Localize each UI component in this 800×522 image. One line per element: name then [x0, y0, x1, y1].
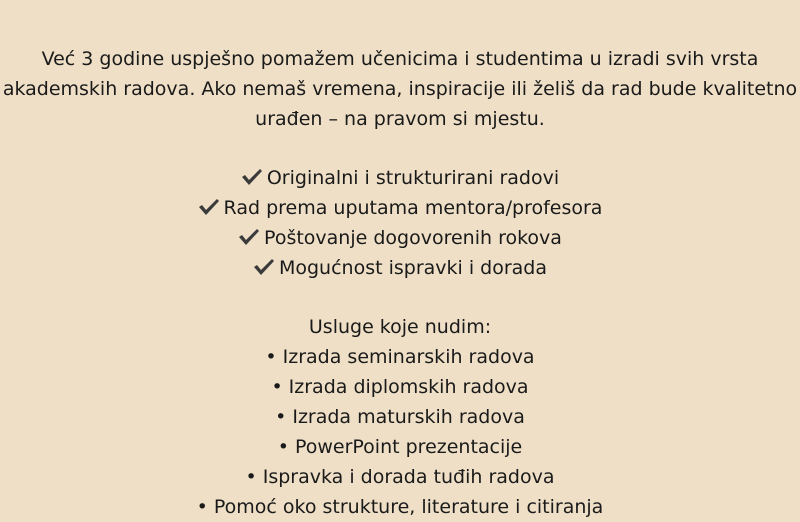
service-text: Ispravka i dorada tuđih radova: [262, 466, 555, 488]
feature-text: Poštovanje dogovorenih rokova: [264, 227, 562, 249]
service-text: Izrada diplomskih radova: [288, 376, 529, 398]
feature-list: [0, 163, 800, 283]
feature-item: [0, 163, 800, 193]
intro-paragraph: [0, 44, 800, 134]
feature-item: [0, 253, 800, 283]
feature-text: Rad prema uputama mentora/profesora: [223, 197, 603, 219]
service-item: [0, 432, 800, 462]
service-text: PowerPoint prezentacije: [294, 436, 523, 458]
services-heading: Usluge koje nudim:: [308, 316, 492, 338]
checkmark-icon: [198, 198, 220, 216]
checkmark-icon: [253, 258, 275, 276]
bullet-icon: •: [275, 406, 287, 428]
bullet-icon: •: [196, 496, 208, 518]
bullet-icon: •: [271, 376, 283, 398]
service-text: Izrada seminarskih radova: [282, 346, 535, 368]
intro-line-1: Već 3 godine uspješno pomažem učenicima i studentima u izradi svih vrsta: [41, 48, 759, 70]
services-section: [0, 312, 800, 522]
feature-text: Originalni i strukturirani radovi: [266, 167, 560, 189]
service-item: [0, 342, 800, 372]
service-item: [0, 462, 800, 492]
bullet-icon: •: [245, 466, 257, 488]
intro-line-2: akademskih radova. Ako nemaš vremena, inspiracije ili želiš da rad bude kvalitetno: [2, 78, 798, 100]
checkmark-icon: [238, 228, 260, 246]
checkmark-icon: [241, 168, 263, 186]
service-text: Izrada maturskih radova: [292, 406, 525, 428]
bullet-icon: •: [277, 436, 289, 458]
intro-line-3: urađen – na pravom si mjestu.: [255, 108, 545, 130]
service-text: Pomoć oko strukture, literature i citiranja: [213, 496, 604, 518]
service-item: [0, 372, 800, 402]
feature-item: [0, 223, 800, 253]
feature-item: [0, 193, 800, 223]
services-list: [0, 342, 800, 522]
service-item: [0, 402, 800, 432]
feature-text: Mogućnost ispravki i dorada: [278, 257, 548, 279]
bullet-icon: •: [265, 346, 277, 368]
service-item: [0, 492, 800, 522]
